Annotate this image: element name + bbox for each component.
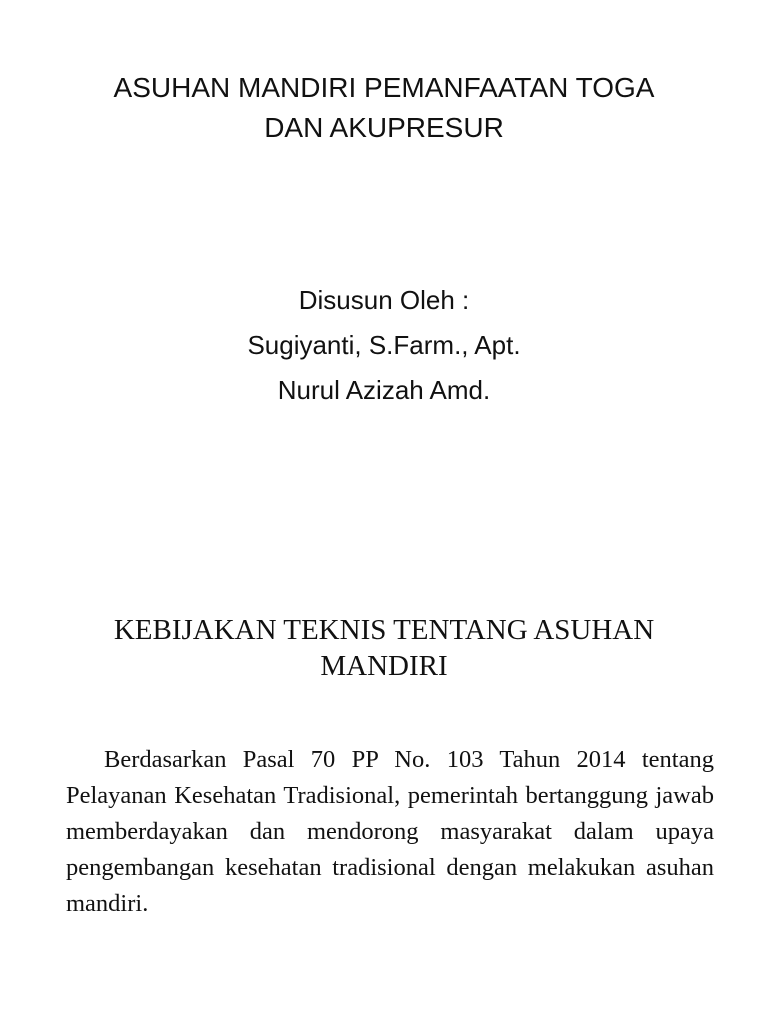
author-name-2: Nurul Azizah Amd.	[277, 375, 491, 405]
author-name-1: Sugiyanti, S.Farm., Apt.	[247, 330, 521, 360]
title-line-2: DAN AKUPRESUR	[264, 112, 504, 143]
authors-block	[40, 278, 728, 413]
section-heading	[40, 612, 728, 684]
page-title	[40, 68, 728, 148]
body-paragraph: Berdasarkan Pasal 70 PP No. 103 Tahun 2014 tentang Pelayanan Kesehatan Tradisional, pemerintah bertanggung jawab memberdayakan dan mendorong masyarakat dalam upaya pengembangan kesehatan tradisional dengan melakukan asuhan mandiri.	[66, 746, 714, 917]
title-line-1: ASUHAN MANDIRI PEMANFAATAN TOGA	[113, 72, 655, 103]
section-heading-line-1: KEBIJAKAN TEKNIS TENTANG ASUHAN	[113, 614, 655, 646]
authors-label: Disusun Oleh :	[298, 285, 470, 315]
section-heading-line-2: MANDIRI	[320, 650, 448, 682]
